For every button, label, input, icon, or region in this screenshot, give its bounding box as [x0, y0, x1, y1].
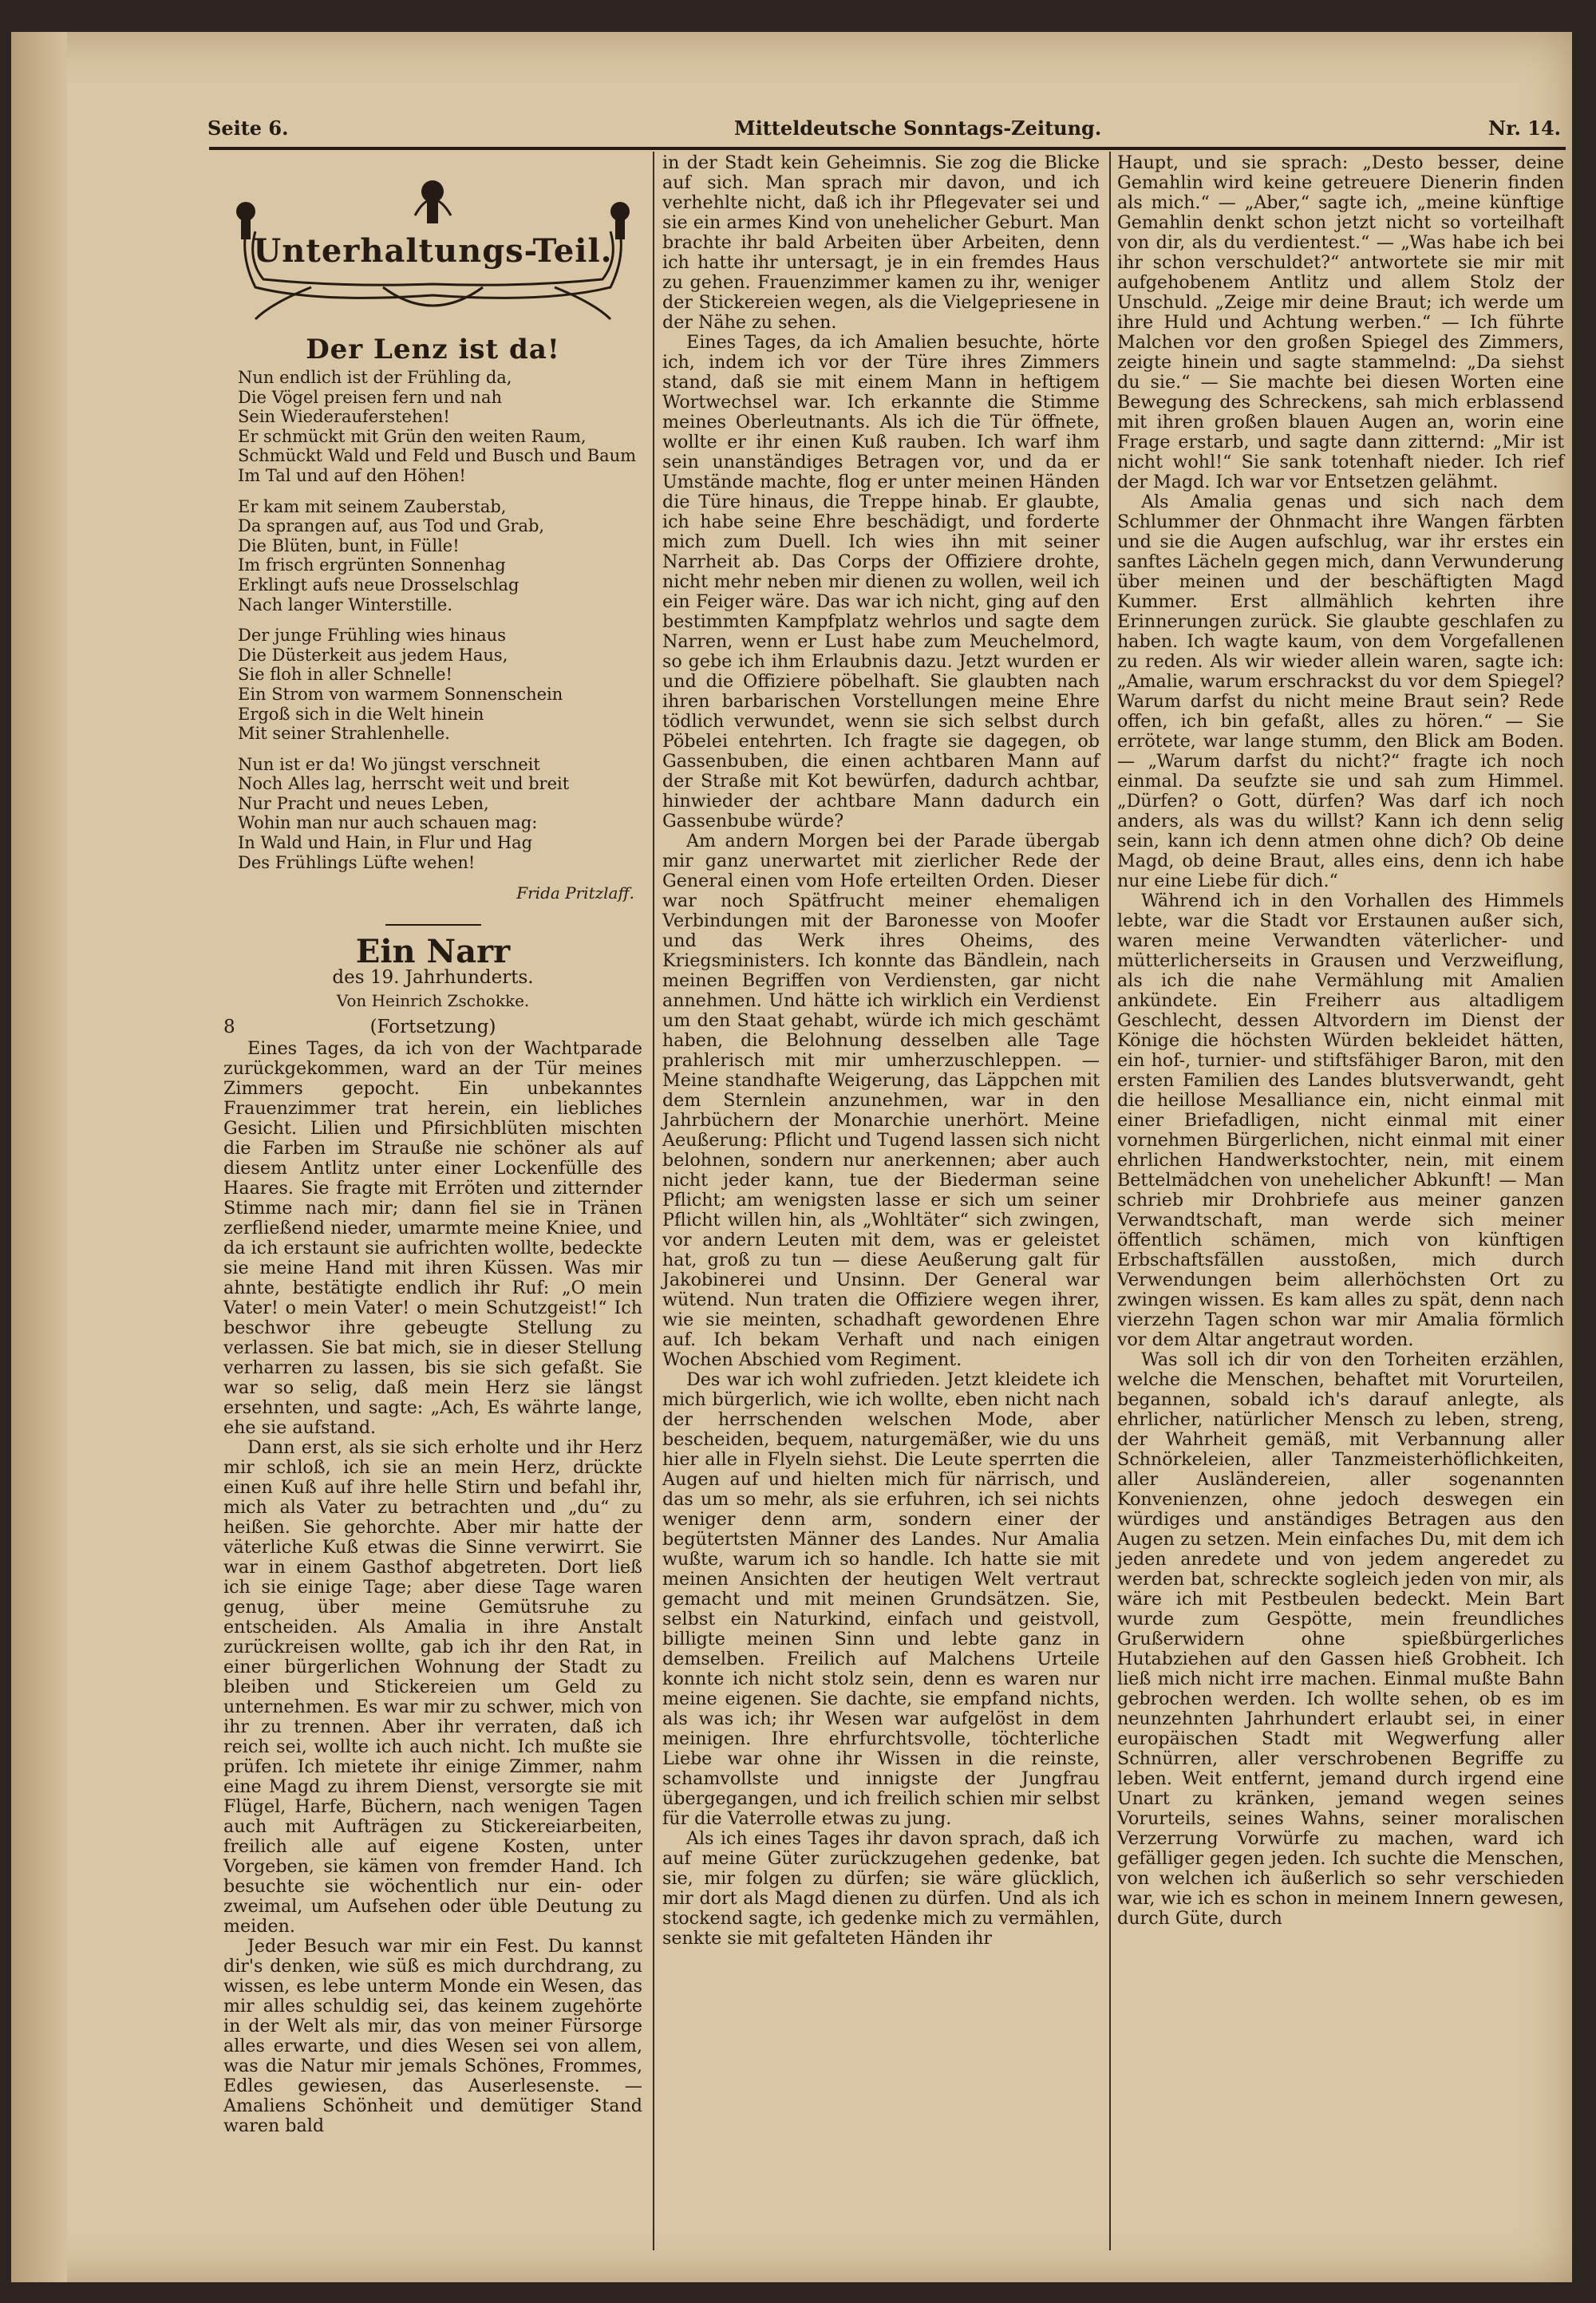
poem-line: Nach langer Winterstille. [238, 595, 453, 614]
issue-number: Nr. 14. [1488, 117, 1561, 140]
poem-line: In Wald und Hain, in Flur und Hag [238, 833, 533, 853]
paragraph: Des war ich wohl zufrieden. Jetzt kleidete ich mich bürgerlich, wie ich wollte, eben nicht nach der herrschenden welschen Mode, aber bescheiden, bequem, naturgemäßer, wie du uns hier alle in Flyeln siehst. Die Leute sperrten die Augen auf und hielten mich für närrisch, und das um so mehr, als sie erfuhren, ich sei nichts weniger denn arm, sondern einer der begütertsten Männer des Landes. Nur Amalia wußte, warum ich so handle. Ich hatte sie mit meinen Ansichten der heutigen Welt vertraut gemacht und mit meinen Grundsätzen. Sie, selbst ein Naturkind, einfach und geistvoll, billigte meinen Sinn und lebte ganz in demselben. Freilich auf Malchens Urteile konnte ich nicht stolz sein, denn es waren nur meine eigenen. Sie dachte, sie empfand nichts, als was ich; ihr Wesen war aufgelöst in dem meinigen. Ihre ehrfurchtsvolle, töchterliche Liebe war ohne ihr Wissen in die reinste, schamvollste und innigste der Jungfrau übergegangen, und ich freilich schien mir selbst für die Vaterrolle etwas zu jung. [662, 1369, 1100, 1829]
poem-line: Schmückt Wald und Feld und Busch und Baum [238, 446, 637, 466]
poem-line: Wohin man nur auch schauen mag: [238, 813, 538, 833]
poem-line: Er kam mit seinem Zauberstab, [238, 496, 507, 516]
page-header [207, 112, 1564, 147]
poem-line: Die Düsterkeit aus jedem Haus, [238, 645, 508, 665]
paragraph: Als ich eines Tages ihr davon sprach, daß ich auf meine Güter zurückzugehen gedenke, bat sie, mir folgen zu dürfen; sie wäre glücklich, mir dort als Magd dienen zu dürfen. Und als ich stockend sagte, ich gedenke mich zu vermählen, senkte sie mit gefalteten Händen ihr [662, 1828, 1100, 1949]
column-separator [653, 152, 654, 2250]
poem-line: Die Blüten, bunt, in Fülle! [238, 535, 460, 555]
continued-label: (Fortsetzung) [369, 1017, 496, 1038]
column-1 [223, 153, 642, 2136]
poem-line: Der junge Frühling wies hinaus [238, 626, 506, 646]
poem-line: Da sprangen auf, aus Tod und Grab, [238, 516, 545, 536]
story-subtitle: des 19. Jahrhunderts. [332, 967, 534, 989]
poem-line: Sie floh in aller Schnelle! [238, 665, 452, 685]
story-title: Ein Narr [355, 933, 511, 971]
poem-line: Ein Strom von warmem Sonnenschein [238, 684, 563, 704]
poem-line: Nun endlich ist der Frühling da, [238, 368, 512, 387]
poem-line: Sein Wiederauferstehen! [238, 407, 450, 427]
paragraph: Am andern Morgen bei der Parade übergab mir ganz unerwartet mit zierlicher Rede der General einen vom Hofe erteilten Orden. Dieser war noch Spätfrucht meiner ehemaligen Verbindungen mit der Baronesse von Moofer und das Werk ihres Oheims, des Kriegsministers. Ich konnte das Bändlein, nach meinen Begriffen von Verdiensten, gar nicht annehmen. Und hätte ich wirklich ein Verdienst um den Staat gehabt, würde ich mich geschämt haben, die Belohnung desselben alle Tage prahlerisch mit mir umherzuschleppen. — Meine standhafte Weigerung, das Läppchen mit dem Sternlein anzunehmen, war in den Jahrbüchern der Monarchie unerhört. Meine Aeußerung: Pflicht und Tugend lassen sich nicht belohnen, sondern nur anerkennen; aber auch nicht jeder kann, tue der Biederman seine Pflicht; am wenigsten lasse er sich um seiner Pflicht willen hin, als „Wohltäter“ sich zwingen, vor andern Leuten mit dem, was er geleistet hat, groß zu tun — diese Aeußerung galt für Jakobinerei und Unsinn. Der General war wütend. Nun traten die Offiziere wegen ihrer, wie sie meinten, schadhaft gewordenen Ehre auf. Ich bekam Verhaft und nach einigen Wochen Abschied vom Regiment. [662, 831, 1100, 1370]
page-edge [11, 32, 67, 2282]
poem-line: Im Tal und auf den Höhen! [238, 465, 466, 485]
poem-line: Mit seiner Strahlenhelle. [238, 724, 450, 744]
section-banner [223, 168, 642, 327]
column-separator [1109, 152, 1111, 2250]
paragraph: Was soll ich dir von den Torheiten erzählen, welche die Menschen, behaftet mit Vorurteilen, begannen, sobald ich's darauf anlegte, als ehrlicher, natürlicher Mensch zu leben, streng, der Wahrheit gemäß, mit Verbannung aller Schnörkeleien, aller Tanzmeisterhöflichkeiten, aller Ausländereien, aller sogenannten Konvenienzen, ohne jedoch deswegen ein würdiges und anständiges Betragen aus den Augen zu setzen. Mein einfaches Du, mit dem ich jeden anredete und von jedem angeredet zu werden bat, schreckte sogleich jeden von mir, als wäre ich mit Pestbeulen bedeckt. Mein Bart wurde zum Gespötte, mein freundliches Grußerwidern ohne spießbürgerliches Hutabziehen auf den Gassen hieß Grobheit. Ich ließ mich nicht irre machen. Einmal mußte Bahn gebrochen werden. Ich wollte sehen, ob es im neunzehnten Jahrhundert erlaubt sei, in einer europäischen Stadt mit Wegwerfung aller Schnürren, aller verschrobenen Begriffe zu leben. Weit entfernt, jemand durch irgend eine Unart zu kränken, jemand wegen seines Vorurteils, seines Wahns, seiner moralischen Verzerrung Vorwürfe zu machen, ward ich gefälliger gegen jeden. Ich suchte die Menschen, von welchen ich äußerlich so sehr verschieden war, wie ich es schon in meinem Innern gewesen, durch Güte, durch [1117, 1349, 1564, 1929]
poem-line: Er schmückt mit Grün den weiten Raum, [238, 426, 587, 446]
story-author: Von Heinrich Zschokke. [336, 991, 530, 1011]
page-number: Seite 6. [207, 117, 289, 140]
poem-line: Im frisch ergrünten Sonnenhag [238, 555, 506, 575]
paragraph: Während ich in den Vorhallen des Himmels lebte, war die Stadt vor Erstaunen außer sich, waren meine Verwandten väterlicher- und mütterlicherseits in Grausen und Verzweiflung, als ich die nahe Vermählung mit Amalien ankündete. Ein Freiherr aus altadligem Geschlecht, dessen Altvordern im Dienst der Könige die höchsten Würden bekleidet hätten, ein hof-, turnier- und stiftsfähiger Baron, mit den ersten Familien des Landes blutsverwandt, geht die heillose Mesalliance ein, nicht einmal mit einer Briefadligen, nicht einmal mit einer vornehmen Bürgerlichen, nicht einmal mit einer ehrlichen Handwerkstochter, nein, mit einem Bettelmädchen von unehelicher Abkunft! — Man schrieb mir Drohbriefe aus meiner ganzen Verwandtschaft, man werde sich meiner öffentlich schämen, mich von künftigen Erbschaftsfällen ausstoßen, mich durch Verwendungen beim allerhöchsten Ort zu zwingen wissen. Es kam alles zu spät, denn nach vierzehn Tagen schon war mir Amalia förmlich vor dem Altar angetraut worden. [1117, 891, 1564, 1350]
paragraph: Als Amalia genas und sich nach dem Schlummer der Ohnmacht ihre Wangen färbten und sie die Augen aufschlug, war ihr erstes ein sanftes Lächeln gegen mich, dann Verwunderung über meinen und der beschäftigten Magd Kummer. Erst allmählich kehrten ihre Erinnerungen zurück. Sie glaubte geschlafen zu haben. Ich wagte kaum, von dem Vorgefallenen zu reden. Als wir wieder allein waren, sagte ich: „Amalie, warum erschrackst du vor dem Spiegel? Warum darfst du nicht meine Braut sein? Rede offen, ich bin gefaßt, alles zu hören.“ — Sie errötete, war lange stumm, den Blick am Boden. — „Warum darfst du nicht?“ fragte ich noch einmal. Da seufzte sie und sah zum Himmel. „Dürfen? o Gott, dürfen? Was darf ich noch anders, als was du willst? Kann ich denn selig sein, kann ich denn atmen ohne dich? Ob deine Magd, ob deine Braut, alles eins, denn ich habe nur eine Liebe für dich.“ [1117, 492, 1564, 891]
story-continuation [223, 1017, 642, 1037]
section-title: Unterhaltungs-Teil. [253, 232, 613, 270]
header-rule [209, 147, 1566, 150]
poem-line: Nun ist er da! Wo jüngst verschneit [238, 754, 540, 774]
poem-line: Noch Alles lag, herrscht weit und breit [238, 774, 570, 794]
poem-author: Frida Pritzlaff. [516, 883, 634, 903]
poem-stanza [238, 368, 642, 486]
column-3 [1117, 153, 1564, 1929]
poem-line: Die Vögel preisen fern und nah [238, 387, 503, 407]
poem-stanza [238, 626, 642, 744]
paragraph: Eines Tages, da ich Amalien besuchte, hörte ich, indem ich vor der Türe ihres Zimmers stand, daß sie mit einem Mann in heftigem Wortwechsel war. Ich erkannte die Stimme meines Oberleutnants. Als ich die Tür öffnete, wollte er ihr einen Kuß rauben. Ich warf ihm sein unanständiges Betragen vor, und da er Umstände machte, flog er unter meinen Händen die Türe hinaus, die Treppe hinab. Er glaubte, ich habe seine Ehre beschädigt, und forderte mich zum Duell. Ich wies ihn mit seiner Narrheit ab. Das Corps der Offiziere drohte, nicht mehr neben mir dienen zu wollen, weil ich ein Feiger wäre. Das war ich nicht, ging auf den bestimmten Kampfplatz wehrlos und sagte dem Narren, wenn er Lust habe zum Meuchelmord, so gebe ich ihm Erlaubnis dazu. Jetzt wurden er und die Offiziere pöbelhaft. Sie glaubten nach ihren barbarischen Vorstellungen meine Ehre tödlich verwundet, wenn sie sich selbst durch Pöbelei entehrten. Ich fragte sie dagegen, ob Gassenbuben, die einen achtbaren Mann auf der Straße mit Kot bewürfen, dadurch achtbar, hinwieder der achtbare Mann dadurch ein Gassenbube würde? [662, 332, 1100, 832]
paragraph: Haupt, und sie sprach: „Desto besser, deine Gemahlin wird keine getreuere Dienerin finden als mich.“ — „Aber,“ sagte ich, „meine künftige Gemahlin denkt schon jetzt nicht so vorteilhaft von dir, als du verdientest.“ — „Was habe ich bei ihr schon verschuldet?“ antwortete sie mir mit aufgehobenem Antlitz und allem Stolz der Unschuld. „Zeige mir deine Braut; ich werde um ihre Huld und Achtung werben.“ — Ich führte Malchen vor den großen Spiegel des Zimmers, zeigte hinein und sagte stammelnd: „Da siehst du sie.“ — Sie machte bei diesen Worten eine Bewegung des Schreckens, sah mich erblassend mit ihren großen blauen Augen an, worin eine Frage erstarb, und sagte dann zitternd: „Mir ist nicht wohl!“ Sie sank totenhaft nieder. Ich rief der Magd. Ich war vor Entsetzen gelähmt. [1117, 152, 1564, 492]
poem-line: Des Frühlings Lüfte wehen! [238, 852, 476, 872]
paragraph: Jeder Besuch war mir ein Fest. Du kannst dir's denken, wie süß es mich durchdrang, zu wissen, es lebe unterm Monde ein Wesen, das mir alles schuldig sei, das keinem zugehörte in der Welt als mir, das von meiner Fürsorge alles erwarte, und dies Wesen sei von allem, was die Natur mir jemals Schönes, Frommes, Edles gewiesen, das Auserlesenste. — Amaliens Schönheit und demütiger Stand waren bald [223, 1936, 642, 2137]
divider [385, 924, 481, 926]
paragraph: Dann erst, als sie sich erholte und ihr Herz mir schloß, ich sie an mein Herz, drückte einen Kuß auf ihre helle Stirn und befahl ihr, mich als Vater zu betrachten und „du“ zu heißen. Sie gehorchte. Aber mir hatte der väterliche Kuß etwas die Sinne verwirrt. Sie war in einem Gasthof abgetreten. Dort ließ ich sie einige Tage; aber diese Tage waren genug, über meine Gemütsruhe zu entscheiden. Als Amalia in ihre Anstalt zurückreisen wollte, gab ich ihr den Rat, in einer bürgerlichen Wohnung der Stadt zu bleiben und Stickereien um Geld zu unternehmen. Es war mir zu schwer, mich von ihr zu trennen. Aber ihr verraten, daß ich reich sei, wollte ich auch nicht. Ich mußte sie prüfen. Ich mietete ihr einige Zimmer, nahm eine Magd zu ihrem Dienst, versorgte sie mit Flügel, Harfe, Büchern, nach wenigen Tagen auch mit Aufträgen zu Stickereiarbeiten, freilich alle auf eigene Kosten, unter Vorgeben, sie kämen von fremder Hand. Ich besuchte sie wöchentlich nur ein- oder zweimal, um Aufsehen oder üble Deutung zu meiden. [223, 1437, 642, 1938]
paragraph: in der Stadt kein Geheimnis. Sie zog die Blicke auf sich. Man sprach mir davon, und ich verhehlte nicht, daß ich ihr Pflegevater sei und sie ein armes Kind von unehelicher Geburt. Man brachte ihr bald Arbeiten über Arbeiten, denn ich hatte ihr untersagt, je in ein fremdes Haus zu gehen. Frauenzimmer kamen zu ihr, weniger der Stickereien wegen, als die Vielgepriesene in der Nähe zu sehen. [662, 152, 1100, 333]
poem-line: Nur Pracht und neues Leben, [238, 793, 489, 813]
poem-line: Erklingt aufs neue Drosselschlag [238, 575, 519, 595]
newspaper-title: Mitteldeutsche Sonntags-Zeitung. [734, 117, 1102, 140]
poem-stanza [238, 755, 642, 873]
poem [223, 368, 642, 872]
poem-stanza [238, 497, 642, 615]
installment-number: 8 [223, 1017, 235, 1038]
column-2 [662, 153, 1100, 1949]
poem-line: Ergoß sich in die Welt hinein [238, 704, 484, 724]
poem-title: Der Lenz ist da! [306, 334, 560, 365]
paragraph: Eines Tages, da ich von der Wachtparade zurückgekommen, ward an der Tür meines Zimmers gepocht. Ein unbekanntes Frauenzimmer trat herein, ein liebliches Gesicht. Lilien und Pfirsichblüten mischten die Farben im Strauße nie schöner als auf diesem Antlitz unter einer Lockenfülle des Haares. Sie fragte mit Erröten und zitternder Stimme nach mir; dann fiel sie in Tränen zerfließend nieder, umarmte meine Kniee, und da ich erstaunt sie aufrichten wollte, bedeckte sie meine Hand mit ihren Küssen. Was mir ahnte, bestätigte endlich ihr Ruf: „O mein Vater! o mein Vater! o mein Schutzgeist!“ Ich beschwor ihre gebeugte Stellung zu verlassen. Sie bat mich, sie in dieser Stellung verharren zu lassen, bis sie sich gefaßt. Sie war so selig, daß mein Herz sie längst ersehnten, und sagte: „Ach, Es währte lange, ehe sie aufstand. [223, 1038, 642, 1439]
